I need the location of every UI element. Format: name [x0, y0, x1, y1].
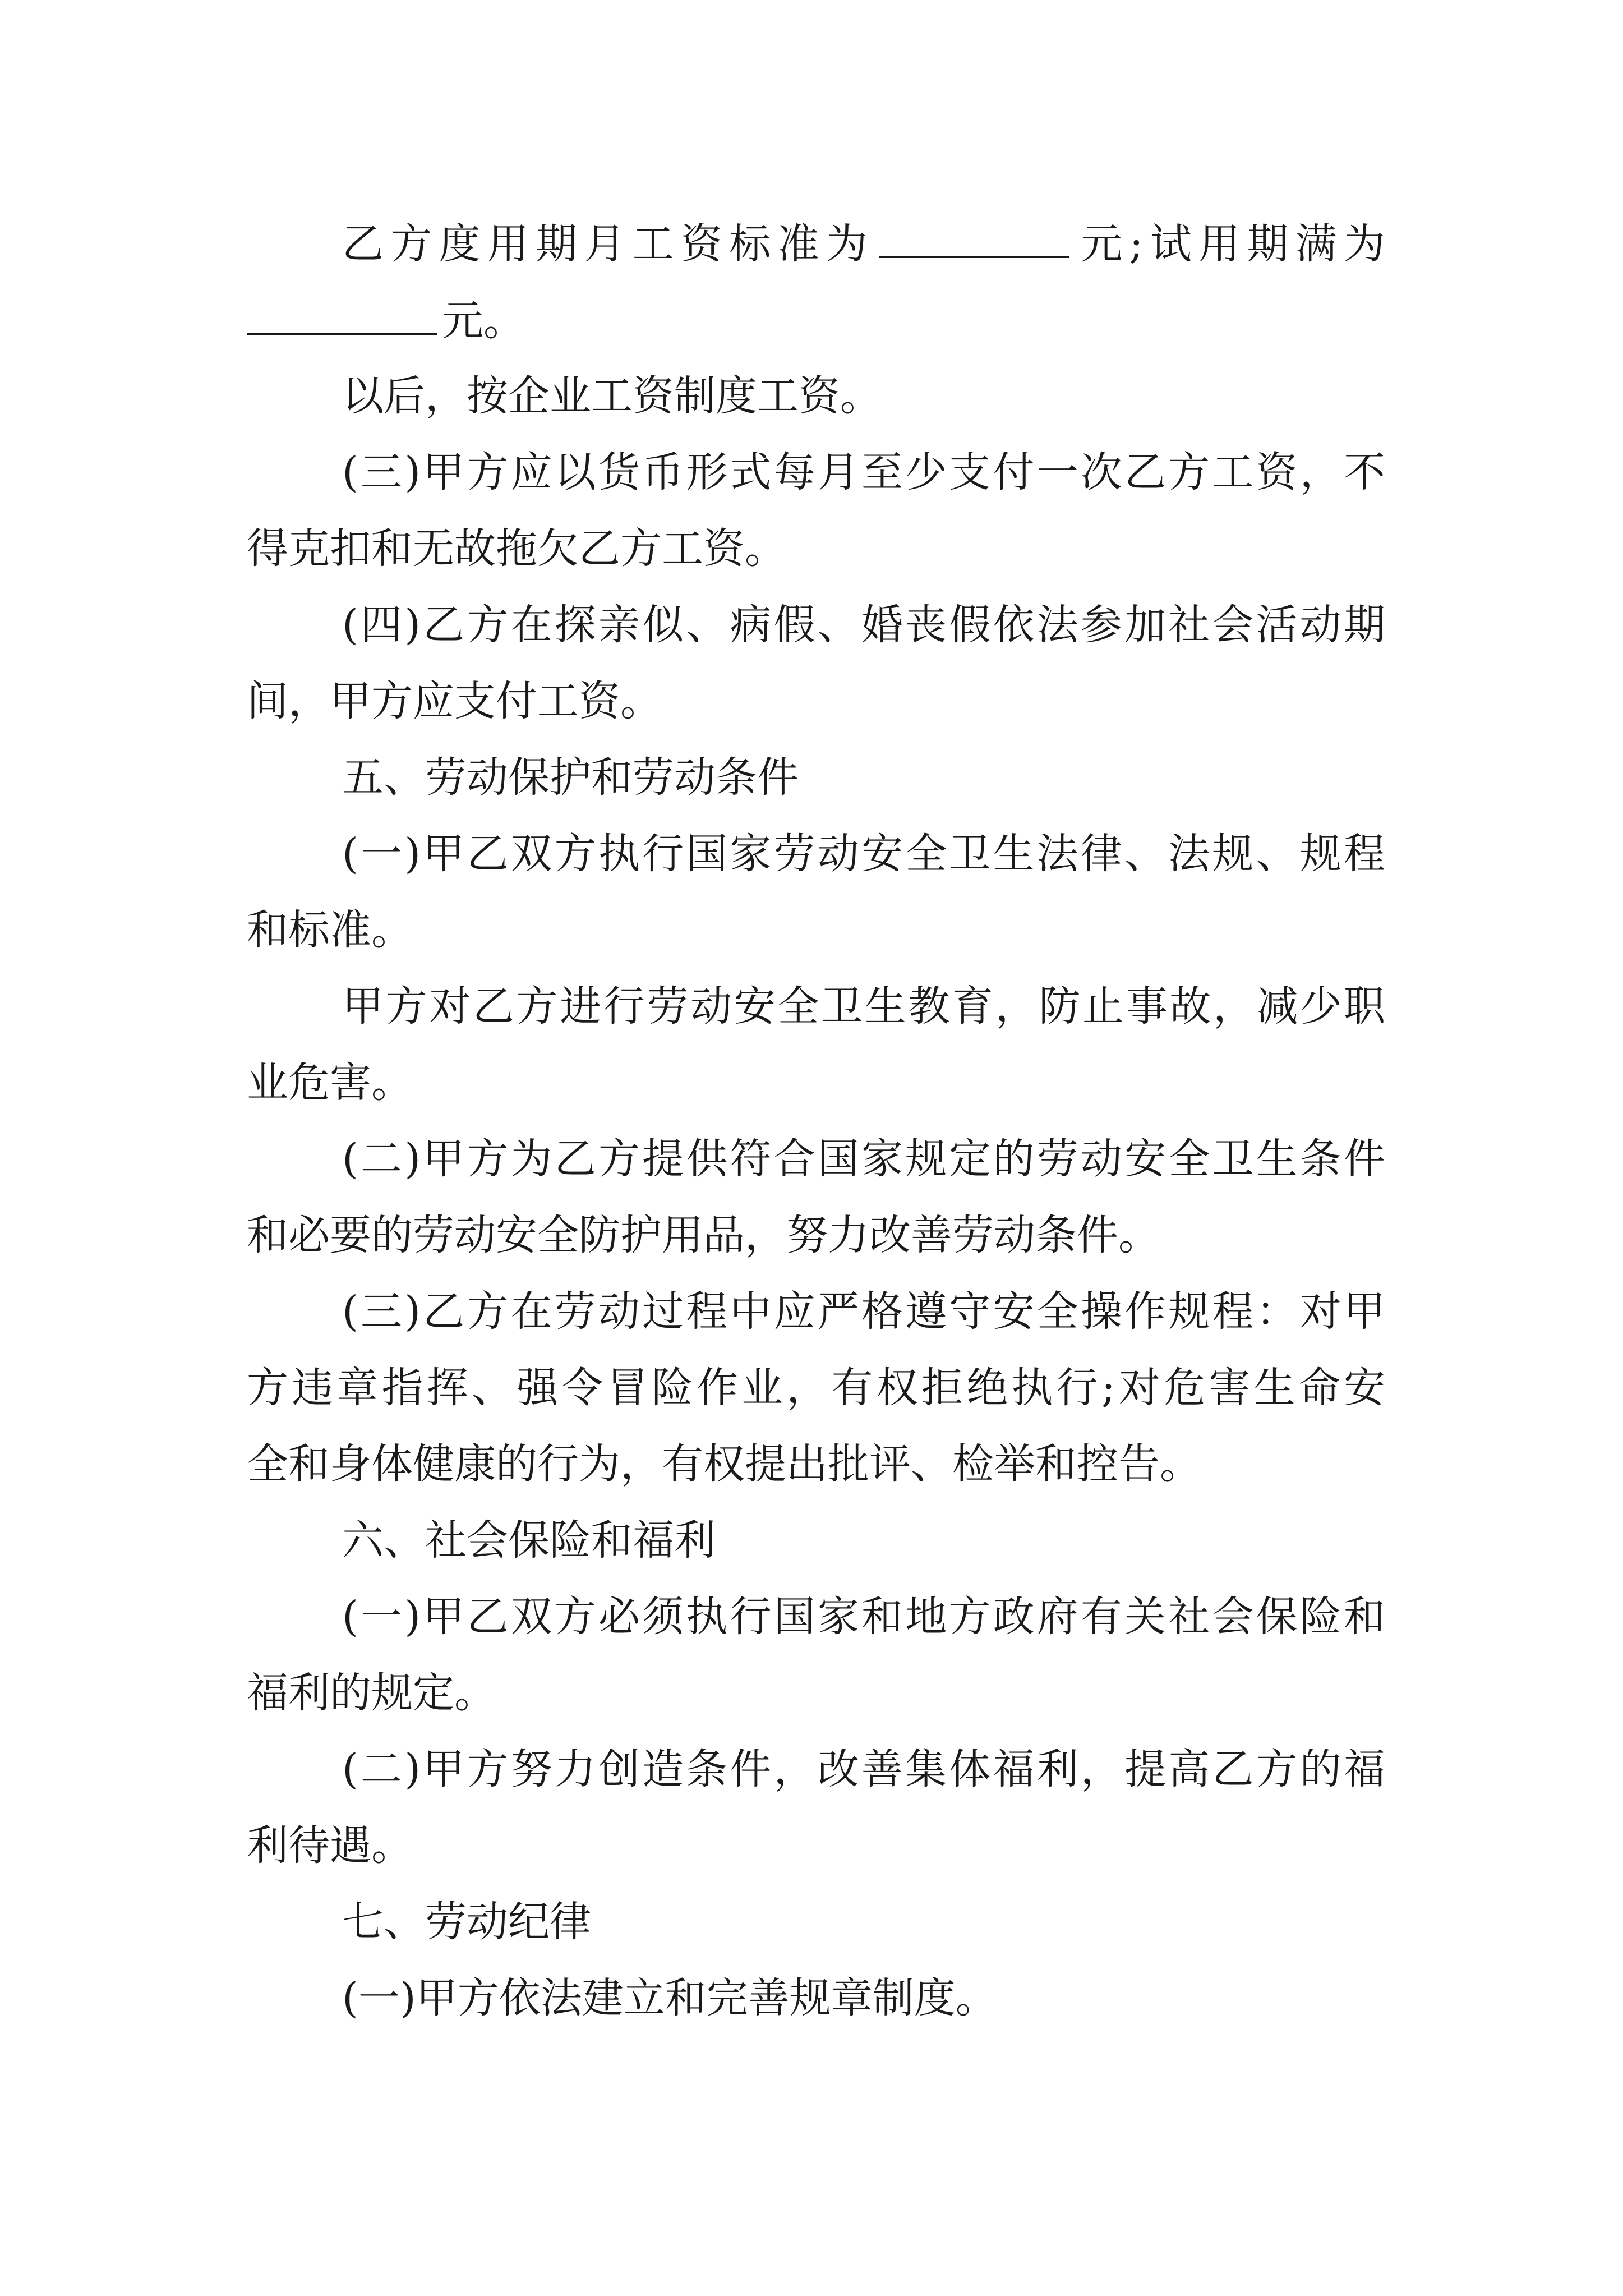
- paragraph-line: 和必要的劳动安全防护用品，努力改善劳动条件。: [247, 1211, 1160, 1259]
- paragraph-line: (一)甲方依法建立和完善规章制度。: [342, 1974, 997, 2022]
- paragraph-line: 全和身体健康的行为，有权提出批评、检举和控告。: [247, 1440, 1201, 1488]
- paragraph-line: 方违章指挥、强令冒险作业，有权拒绝执行;对危害生命安: [247, 1364, 1385, 1412]
- line-text: 元。: [442, 297, 525, 345]
- paragraph-line: [342, 216, 1385, 272]
- paragraph-line: 和标准。: [247, 906, 413, 954]
- fill-in-blank[interactable]: [879, 217, 1069, 258]
- paragraph-line: (一)甲乙双方执行国家劳动安全卫生法律、法规、规程: [342, 830, 1385, 878]
- paragraph-line: (三)乙方在劳动过程中应严格遵守安全操作规程：对甲: [342, 1287, 1385, 1336]
- line-text: 乙方度用期月工资标准为: [342, 220, 875, 268]
- paragraph-line: (一)甲乙双方必须执行国家和地方政府有关社会保险和: [342, 1593, 1385, 1641]
- paragraph-line: (三)甲方应以货币形式每月至少支付一次乙方工资，不: [342, 448, 1385, 496]
- paragraph-line: 间，甲方应支付工资。: [247, 677, 662, 725]
- section-heading: 六、社会保险和福利: [342, 1516, 716, 1565]
- paragraph-line: 福利的规定。: [247, 1669, 496, 1717]
- line-text: 元;试用期满为: [1074, 220, 1385, 268]
- fill-in-blank[interactable]: [247, 294, 437, 335]
- paragraph-line: (四)乙方在探亲似、病假、婚丧假依法参加社会活动期: [342, 601, 1385, 649]
- paragraph-line: [247, 293, 525, 349]
- paragraph-line: 利待遇。: [247, 1821, 413, 1870]
- paragraph-line: 业危害。: [247, 1059, 413, 1107]
- section-heading: 五、劳动保护和劳动条件: [342, 753, 799, 802]
- paragraph-line: (二)甲方努力创造条件，改善集体福利，提高乙方的福: [342, 1745, 1385, 1793]
- section-heading: 七、劳动纪律: [342, 1898, 591, 1946]
- paragraph-line: 甲方对乙方进行劳动安全卫生教育，防止事故，减少职: [342, 982, 1385, 1030]
- paragraph-line: 以后，按企业工资制度工资。: [342, 372, 882, 420]
- paragraph-line: 得克扣和无故拖欠乙方工资。: [247, 524, 786, 573]
- paragraph-line: (二)甲方为乙方提供符合国家规定的劳动安全卫生条件: [342, 1135, 1385, 1183]
